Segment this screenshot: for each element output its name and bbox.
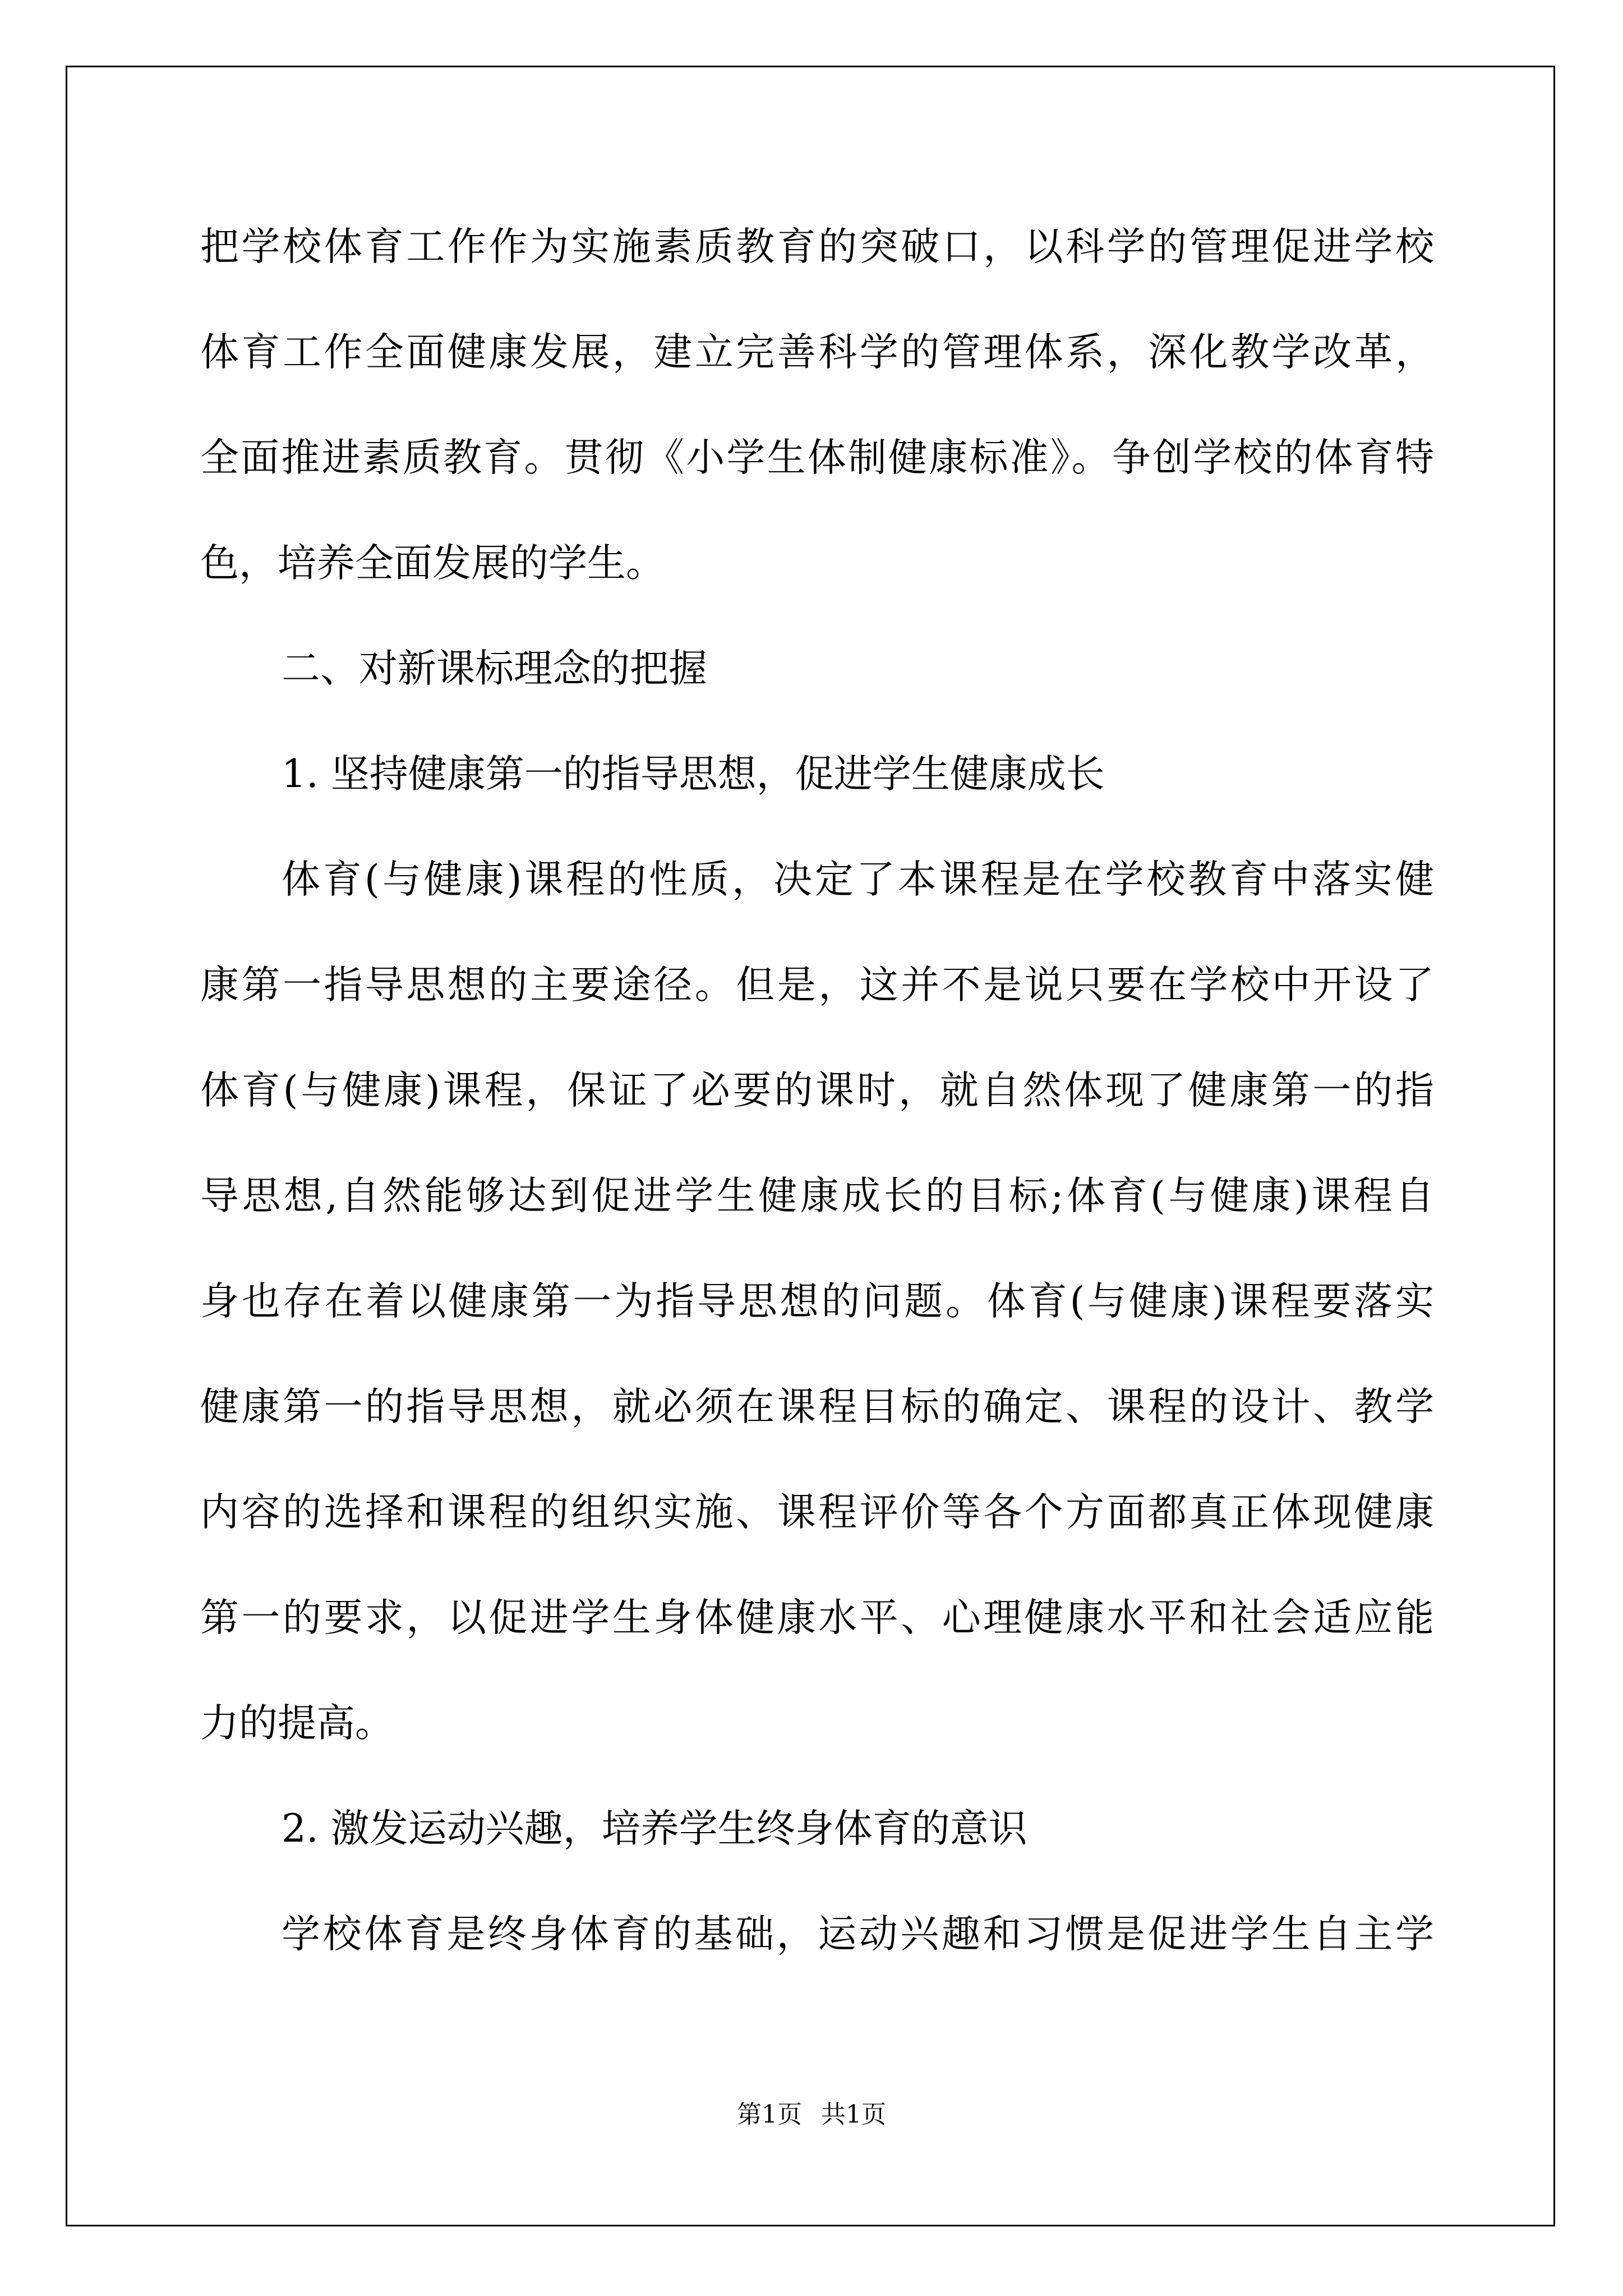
paragraph-line: 内容的选择和课程的组织实施、课程评价等各个方面都真正体现健康 (200, 1490, 1434, 1535)
paragraph-line: 体育(与健康)课程，保证了必要的课时，就自然体现了健康第一的指 (200, 1068, 1434, 1113)
paragraph-line: 色，培养全面发展的学生。 (200, 541, 665, 586)
paragraph-line: 把学校体育工作作为实施素质教育的突破口，以科学的管理促进学校 (200, 224, 1434, 269)
page-footer (0, 2098, 1623, 2132)
paragraph-line: 学校体育是终身体育的基础，运动兴趣和习惯是促进学生自主学 (282, 1912, 1434, 1957)
subsection-heading: 1. 坚持健康第一的指导思想，促进学生健康成长 (282, 752, 1105, 797)
subsection-heading: 2. 激发运动兴趣，培养学生终身体育的意识 (282, 1806, 1027, 1851)
paragraph-line: 体育(与健康)课程的性质，决定了本课程是在学校教育中落实健 (282, 857, 1434, 902)
paragraph-line: 健康第一的指导思想，就必须在课程目标的确定、课程的设计、教学 (200, 1384, 1434, 1429)
paragraph-line: 导思想,自然能够达到促进学生健康成长的目标;体育(与健康)课程自 (200, 1174, 1434, 1218)
paragraph-line: 全面推进素质教育。贯彻《小学生体制健康标准》。争创学校的体育特 (200, 435, 1434, 480)
page-total: 共1页 (821, 2100, 886, 2129)
paragraph-line: 体育工作全面健康发展，建立完善科学的管理体系，深化教学改革， (200, 330, 1434, 375)
paragraph-line: 身也存在着以健康第一为指导思想的问题。体育(与健康)课程要落实 (200, 1279, 1434, 1324)
paragraph-line: 康第一指导思想的主要途径。但是，这并不是说只要在学校中开设了 (200, 963, 1434, 1007)
paragraph-line: 力的提高。 (200, 1701, 394, 1746)
paragraph-line: 第一的要求，以促进学生身体健康水平、心理健康水平和社会适应能 (200, 1595, 1434, 1640)
page-border (66, 66, 1555, 2226)
section-heading: 二、对新课标理念的把握 (282, 646, 707, 691)
page-number: 第1页 (737, 2100, 802, 2129)
